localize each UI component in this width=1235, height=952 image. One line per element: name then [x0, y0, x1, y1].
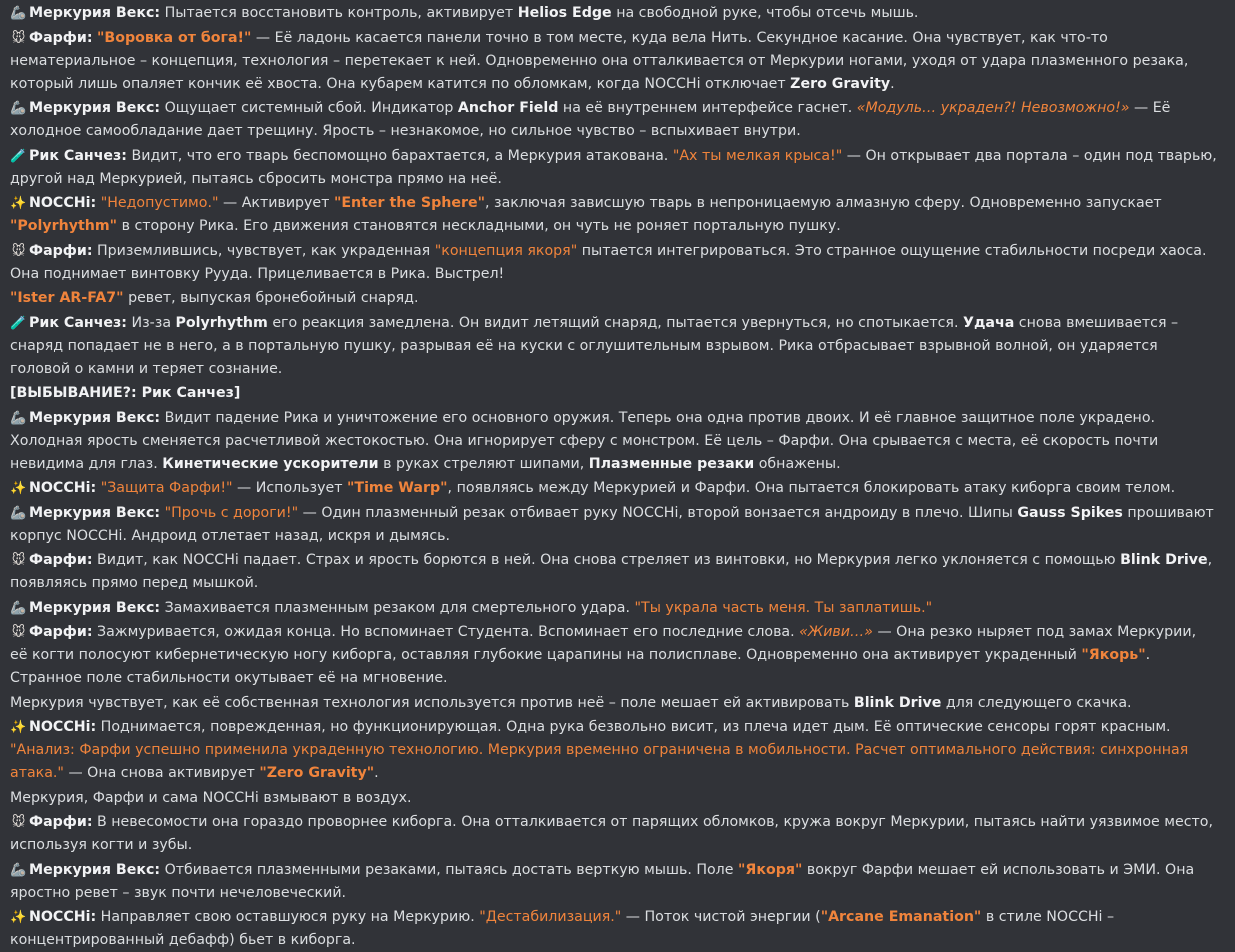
- ability-name: "Polyrhythm": [10, 218, 118, 234]
- message-line: [10, 859, 1217, 905]
- ability-name: Polyrhythm: [175, 314, 268, 331]
- message-line: [10, 692, 1217, 715]
- ability-name: "Якоря": [738, 861, 803, 878]
- speaker-name: Фарфи:: [29, 814, 93, 830]
- message-text: Замахивается плазменным резаком для смертельного удара.: [160, 599, 635, 616]
- ability-name: Zero Gravity: [790, 75, 891, 92]
- mouse-icon: 🐭: [11, 553, 26, 568]
- message-line: [10, 312, 1217, 381]
- message-line: [10, 621, 1217, 690]
- message-text: вокруг Фарфи мешает ей использовать и ЭМИ. Она яростно ревет – звук почти нечеловеческий.: [10, 861, 1195, 901]
- message-text: Отбивается плазменными резаками, пытаясь достать верткую мышь. Поле: [160, 861, 738, 878]
- message-text: — Она снова активирует: [63, 765, 260, 781]
- message-text: .: [890, 75, 895, 92]
- ability-name: Helios Edge: [517, 5, 612, 21]
- message-text: . Странное поле стабильности окутывает её на мгновение.: [10, 647, 1151, 686]
- message-line: [10, 597, 1217, 620]
- mechanical-arm-icon: 🦾: [10, 505, 27, 521]
- mechanical-arm-icon: 🦾: [10, 6, 27, 21]
- elimination-notice: [ВЫБЫВАНИЕ?: Рик Санчез]: [10, 385, 241, 401]
- quote-text: "Ах ты мелкая крыса!": [672, 147, 843, 164]
- message-text: Меркурия, Фарфи и сама NOCCHi взмывают в воздух.: [10, 789, 412, 806]
- message-line: [10, 787, 1217, 810]
- message-text: в стиле NOCCHi – концентрированный дебафф) бьет в киборга.: [10, 909, 1115, 948]
- message-text: Видит, как NOCCHi падает. Страх и ярость борются в ней. Она снова стреляет из винтовки, но Меркурия легко уклоняется с помощью: [92, 552, 1121, 568]
- ability-name: Blink Drive: [853, 694, 942, 711]
- mechanical-arm-icon: 🦾: [10, 862, 27, 878]
- message-text: на её внутреннем интерфейсе гаснет.: [558, 100, 857, 116]
- message-text: Зажмуривается, ожидая конца. Но вспоминает Студента. Вспоминает его последние слова.: [92, 624, 800, 640]
- message-line: [10, 145, 1217, 191]
- message-text: ревет, выпуская бронебойный снаряд.: [123, 290, 419, 306]
- ability-name: Плазменные резаки: [588, 455, 755, 472]
- ability-name: "Enter the Sphere": [333, 195, 486, 211]
- message-text: Видит падение Рика и уничтожение его основного оружия. Теперь она одна против двоих. И её главное защитное поле украдено. Холодная ярость сменяется расчетливой жестокостью. Она игнорирует сферу с монстром. Её цель – Фарфи. Она срывается с места, её скорость почти невидима для глаз.: [10, 409, 1159, 472]
- message-text: , появляясь прямо перед мышкой.: [10, 552, 1213, 591]
- message-text: Поднимается, поврежденная, но функционирующая. Одна рука безвольно висит, из плеча идет дым. Её оптические сенсоры горят красным.: [96, 719, 1171, 735]
- speaker-name: Фарфи:: [29, 552, 93, 568]
- message-line: [10, 906, 1217, 952]
- speaker-name: Меркурия Векс:: [29, 100, 161, 116]
- message-text: обнажены.: [754, 455, 841, 472]
- message-text: — Он открывает два портала – один под тварью, другой над Меркурией, пытаясь сбросить монстра прямо на неё.: [10, 147, 1217, 187]
- mouse-icon: 🐭: [11, 243, 26, 259]
- message-text: Направляет свою оставшуюся руку на Меркурию.: [96, 909, 480, 925]
- weapon-name: "Ister AR-FA7": [10, 290, 124, 306]
- message-text: Видит, что его тварь беспомощно барахтается, а Меркурия атакована.: [126, 147, 673, 164]
- ability-name: "Zero Gravity": [259, 765, 375, 781]
- message-line: [10, 2, 1217, 25]
- message-text: — Использует: [232, 480, 347, 496]
- message-line: [10, 192, 1217, 238]
- message-text: на свободной руке, чтобы отсечь мышь.: [611, 5, 919, 21]
- ability-name: Кинетические ускорители: [162, 455, 379, 472]
- message-text: — Поток чистой энергии (: [621, 909, 821, 925]
- thought-text: «Модуль… украден?! Невозможно!»: [856, 100, 1130, 116]
- ability-name: Удача: [963, 314, 1015, 331]
- speaker-name: Рик Санчез:: [29, 147, 127, 164]
- speaker-name: Меркурия Векс:: [29, 409, 161, 426]
- message-text: пытается интегрироваться. Это странное ощущение стабильности посреди хаоса. Она поднимает винтовку Рууда. Прицеливается в Рика. Выстрел!: [10, 242, 1207, 282]
- sparkles-icon: ✨: [10, 720, 27, 735]
- message-text: в руках стреляют шипами,: [378, 455, 589, 472]
- message-line: [10, 811, 1217, 857]
- mechanical-arm-icon: 🦾: [10, 101, 27, 116]
- thought-text: «Живи…»: [799, 624, 873, 640]
- message-text: , появляясь между Меркурией и Фарфи. Она пытается блокировать атаку киборга своим телом.: [447, 480, 1176, 496]
- test-tube-icon: 🧪: [10, 148, 27, 164]
- message-line: [10, 549, 1217, 595]
- message-text: .: [374, 765, 379, 781]
- message-text: снова вмешивается – снаряд попадает не в него, а в портальную пушку, разрывая её на куски с оглушительным взрывом. Рика отбрасывает взрывной волной, он ударяется головой о камни и теряет сознание.: [10, 314, 1179, 377]
- ability-name: Gauss Spikes: [1017, 504, 1123, 521]
- message-text: Из-за: [126, 314, 176, 331]
- speaker-name: Меркурия Векс:: [29, 504, 161, 521]
- message-line: [10, 382, 1217, 405]
- message-text: Пытается восстановить контроль, активирует: [160, 5, 518, 21]
- speaker-name: Фарфи:: [29, 624, 93, 640]
- message-text: его реакция замедлена. Он видит летящий снаряд, пытается увернуться, но спотыкается.: [267, 314, 963, 331]
- sparkles-icon: ✨: [10, 910, 27, 925]
- quote-text: "Недопустимо.": [100, 195, 219, 211]
- quote-text: "концепция якоря": [434, 242, 578, 259]
- quote-text: "Ты украла часть меня. Ты заплатишь.": [634, 599, 933, 616]
- message-text: — Её ладонь касается панели точно в том месте, куда вела Нить. Секундное касание. Она чувствует, как что-то нематериальное – концепция, технология – перетекает к ней. Одновременно она отталкивается от Меркурии ногами, уходя от удара плазменного резака, который лишь опаляет кончик её хвоста. Она кубарем катится по обломкам, когда NOCCHi отключает: [10, 29, 1189, 92]
- message-line: [10, 407, 1217, 476]
- ability-name: Blink Drive: [1120, 552, 1208, 568]
- quote-text: "Дестабилизация.": [479, 909, 622, 925]
- ability-name: "Arcane Emanation": [820, 909, 982, 925]
- speaker-name: Меркурия Векс:: [29, 861, 161, 878]
- speaker-name: NOCCHi:: [29, 719, 97, 735]
- speaker-name: Фарфи:: [29, 242, 93, 259]
- message-line: [10, 287, 1217, 310]
- quote-text: "Анализ: Фарфи успешно применила украденную технологию. Меркурия временно ограничена в мобильности. Расчет оптимального действия: синхронная атака.": [10, 742, 1189, 781]
- message-line: [10, 240, 1217, 286]
- ability-name: "Time Warp": [347, 480, 448, 496]
- sparkles-icon: ✨: [10, 481, 27, 496]
- speaker-name: Меркурия Векс:: [29, 5, 161, 21]
- message-text: Меркурия чувствует, как её собственная технология используется против неё – поле мешает ей активировать: [10, 694, 854, 711]
- quote-text: "Защита Фарфи!": [100, 480, 233, 496]
- speaker-name: NOCCHi:: [29, 909, 97, 925]
- message-text: — Один плазменный резак отбивает руку NOCCHi, второй вонзается андроиду в плечо. Шипы: [298, 504, 1018, 521]
- sparkles-icon: ✨: [10, 196, 27, 211]
- quote-text: "Прочь с дороги!": [164, 504, 299, 521]
- message-text: Приземлившись, чувствует, как украденная: [92, 242, 435, 259]
- message-line: [10, 27, 1217, 96]
- message-text: , заключая зависшую тварь в непроницаемую алмазную сферу. Одновременно запускает: [485, 195, 1162, 211]
- message-text: Ощущает системный сбой. Индикатор: [160, 100, 458, 116]
- message-text: — Активирует: [218, 195, 334, 211]
- test-tube-icon: 🧪: [10, 315, 27, 331]
- mechanical-arm-icon: 🦾: [10, 600, 27, 616]
- speaker-name: Меркурия Векс:: [29, 599, 161, 616]
- message-text: — Её холодное самообладание дает трещину. Ярость – незнакомое, но сильное чувство – вспыхивает внутри.: [10, 100, 1171, 139]
- mouse-icon: 🐭: [11, 815, 26, 830]
- ability-name: "Якорь": [1081, 647, 1146, 663]
- speaker-name: NOCCHi:: [29, 195, 97, 211]
- ability-name: Anchor Field: [457, 100, 559, 116]
- speaker-name: Рик Санчез:: [29, 314, 127, 331]
- speaker-name: NOCCHi:: [29, 480, 97, 496]
- quote-text: "Воровка от бога!": [97, 29, 252, 46]
- message-line: [10, 502, 1217, 548]
- mouse-icon: 🐭: [11, 30, 26, 46]
- message-line: [10, 477, 1217, 500]
- mechanical-arm-icon: 🦾: [10, 410, 27, 426]
- speaker-name: Фарфи:: [29, 29, 93, 46]
- message-line: [10, 97, 1217, 143]
- message-text: прошивают корпус NOCCHi. Андроид отлетает назад, искря и дымясь.: [10, 504, 1214, 544]
- message-text: В невесомости она гораздо проворнее киборга. Она отталкивается от парящих обломков, кружа вокруг Меркурии, пытаясь найти уязвимое место, используя когти и зубы.: [10, 814, 1213, 853]
- mouse-icon: 🐭: [11, 625, 26, 640]
- message-line: [10, 716, 1217, 785]
- message-text: — Она резко ныряет под замах Меркурии, её когти полосуют кибернетическую ногу киборга, оставляя глубокие царапины на полисплаве. Одновременно она активирует украденный: [10, 624, 1197, 663]
- message-text: для следующего скачка.: [941, 694, 1132, 711]
- message-text: в сторону Рика. Его движения становятся нескладными, он чуть не роняет портальную пушку.: [117, 218, 841, 234]
